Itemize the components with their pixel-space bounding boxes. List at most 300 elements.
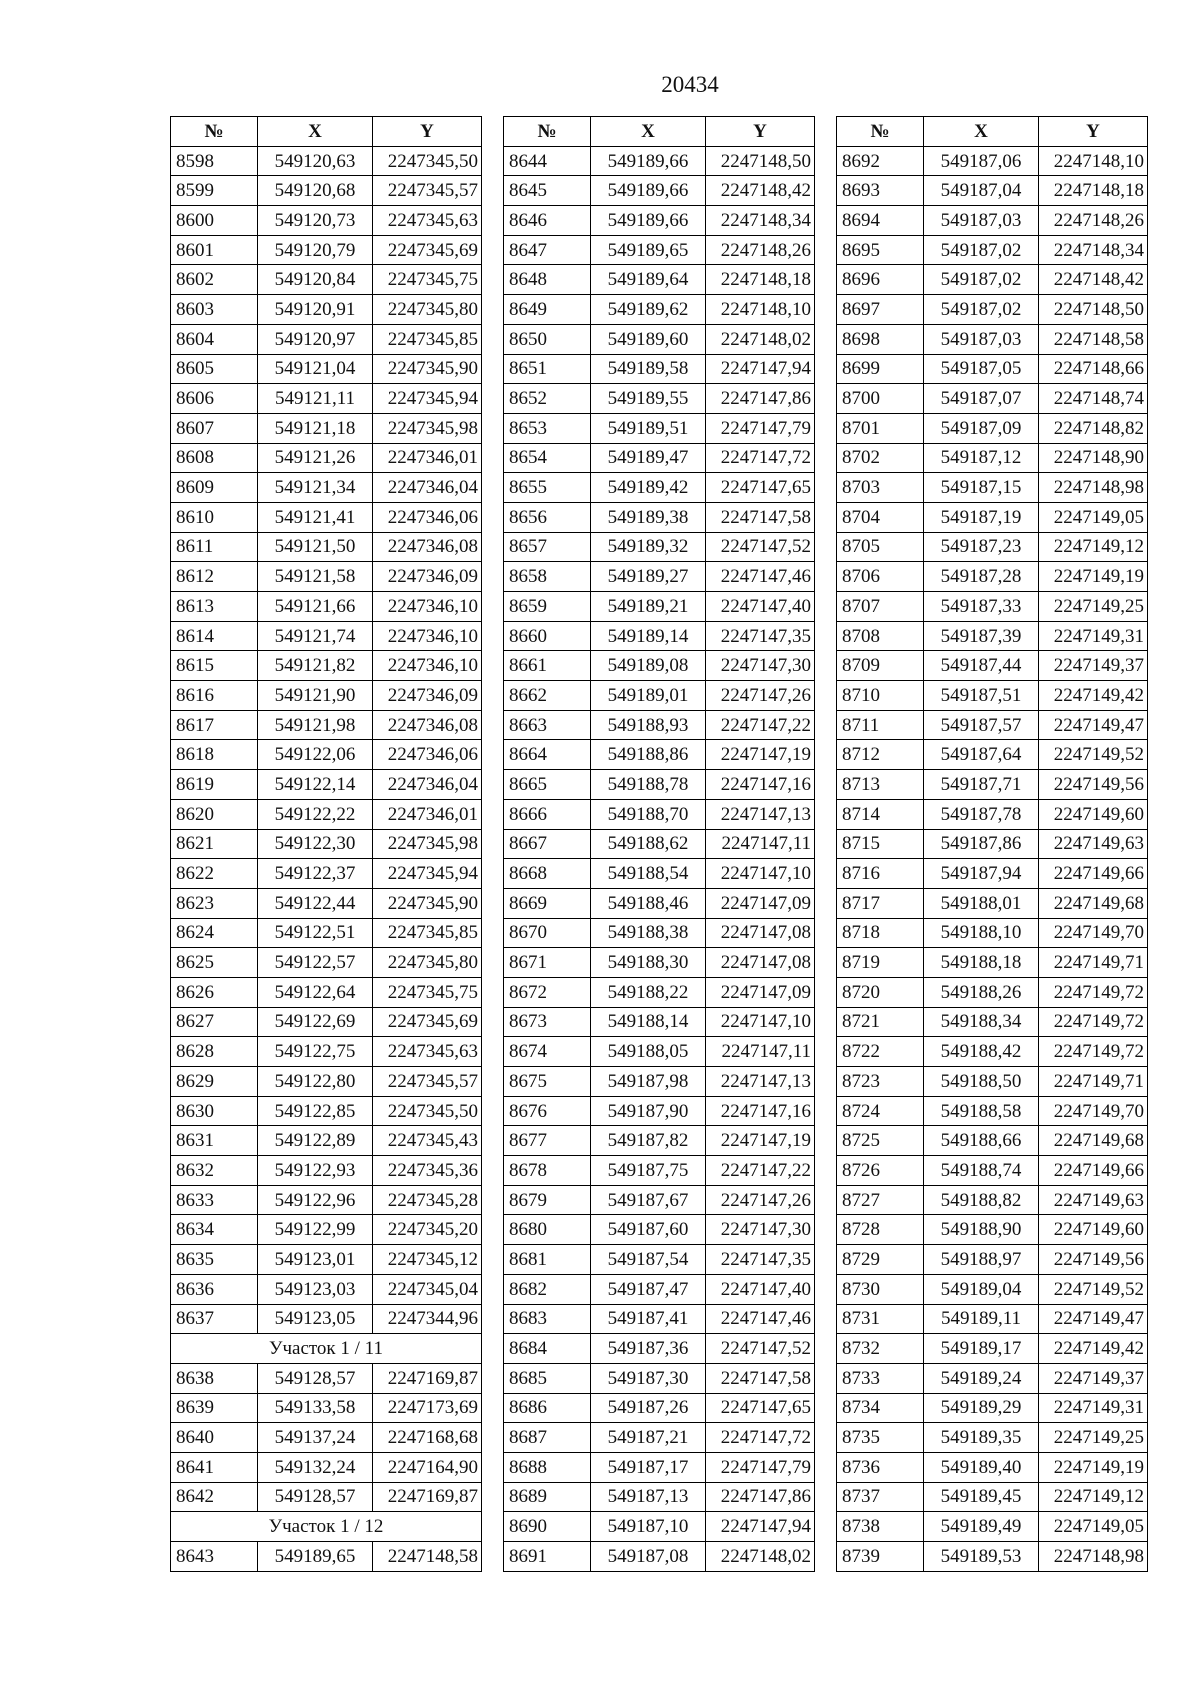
point-number: 8632	[171, 1156, 258, 1186]
x-coordinate: 549187,02	[924, 235, 1039, 265]
x-coordinate: 549187,30	[591, 1363, 706, 1393]
y-coordinate: 2247147,46	[706, 1304, 815, 1334]
point-number: 8689	[504, 1482, 591, 1512]
point-number: 8739	[837, 1542, 924, 1572]
point-number: 8618	[171, 740, 258, 770]
x-coordinate: 549188,78	[591, 770, 706, 800]
x-coordinate: 549187,39	[924, 621, 1039, 651]
point-number: 8617	[171, 710, 258, 740]
y-coordinate: 2247345,94	[373, 859, 482, 889]
table-row	[504, 1007, 815, 1037]
point-number: 8718	[837, 918, 924, 948]
x-coordinate: 549188,10	[924, 918, 1039, 948]
x-coordinate: 549187,05	[924, 354, 1039, 384]
y-coordinate: 2247149,25	[1039, 592, 1148, 622]
x-coordinate: 549187,44	[924, 651, 1039, 681]
x-coordinate: 549189,04	[924, 1274, 1039, 1304]
table-row	[504, 324, 815, 354]
y-coordinate: 2247147,72	[706, 1423, 815, 1453]
point-number: 8656	[504, 502, 591, 532]
point-number: 8649	[504, 295, 591, 325]
x-coordinate: 549188,30	[591, 948, 706, 978]
point-number: 8686	[504, 1393, 591, 1423]
y-coordinate: 2247149,37	[1039, 1363, 1148, 1393]
point-number: 8645	[504, 176, 591, 206]
y-coordinate: 2247168,68	[373, 1423, 482, 1453]
y-coordinate: 2247147,65	[706, 473, 815, 503]
y-coordinate: 2247345,69	[373, 235, 482, 265]
y-coordinate: 2247148,50	[706, 146, 815, 176]
y-coordinate: 2247147,52	[706, 532, 815, 562]
page-number: 20434	[661, 72, 719, 97]
point-number: 8633	[171, 1185, 258, 1215]
y-coordinate: 2247147,30	[706, 1215, 815, 1245]
x-coordinate: 549120,84	[258, 265, 373, 295]
y-coordinate: 2247346,04	[373, 770, 482, 800]
x-coordinate: 549122,06	[258, 740, 373, 770]
table-row	[171, 888, 482, 918]
table-row	[837, 710, 1148, 740]
table-row	[504, 621, 815, 651]
y-coordinate: 2247346,01	[373, 443, 482, 473]
point-number: 8683	[504, 1304, 591, 1334]
table-row	[504, 1037, 815, 1067]
x-coordinate: 549122,51	[258, 918, 373, 948]
table-row	[504, 1156, 815, 1186]
table-row	[837, 1037, 1148, 1067]
x-coordinate: 549187,26	[591, 1393, 706, 1423]
x-coordinate: 549121,90	[258, 681, 373, 711]
y-coordinate: 2247344,96	[373, 1304, 482, 1334]
y-coordinate: 2247147,72	[706, 443, 815, 473]
y-coordinate: 2247147,09	[706, 888, 815, 918]
x-coordinate: 549121,18	[258, 413, 373, 443]
point-number: 8672	[504, 977, 591, 1007]
point-number: 8708	[837, 621, 924, 651]
point-number: 8650	[504, 324, 591, 354]
table-row	[837, 1304, 1148, 1334]
y-coordinate: 2247149,31	[1039, 1393, 1148, 1423]
table-row	[837, 1156, 1148, 1186]
point-number: 8647	[504, 235, 591, 265]
section-label: Участок 1 / 12	[171, 1512, 482, 1542]
y-coordinate: 2247149,52	[1039, 1274, 1148, 1304]
x-coordinate: 549187,03	[924, 324, 1039, 354]
y-coordinate: 2247345,36	[373, 1156, 482, 1186]
x-coordinate: 549187,75	[591, 1156, 706, 1186]
point-number: 8667	[504, 829, 591, 859]
y-coordinate: 2247149,70	[1039, 918, 1148, 948]
point-number: 8602	[171, 265, 258, 295]
x-coordinate: 549189,29	[924, 1393, 1039, 1423]
point-number: 8608	[171, 443, 258, 473]
point-number: 8737	[837, 1482, 924, 1512]
point-number: 8659	[504, 592, 591, 622]
x-coordinate: 549187,10	[591, 1512, 706, 1542]
point-number: 8638	[171, 1363, 258, 1393]
point-number: 8662	[504, 681, 591, 711]
x-coordinate: 549188,26	[924, 977, 1039, 1007]
y-coordinate: 2247149,70	[1039, 1096, 1148, 1126]
table-row	[504, 502, 815, 532]
point-number: 8690	[504, 1512, 591, 1542]
table-row	[837, 1423, 1148, 1453]
x-coordinate: 549189,53	[924, 1542, 1039, 1572]
point-number: 8622	[171, 859, 258, 889]
x-coordinate: 549132,24	[258, 1452, 373, 1482]
table-header-row	[837, 117, 1148, 147]
point-number: 8685	[504, 1363, 591, 1393]
x-coordinate: 549121,82	[258, 651, 373, 681]
y-coordinate: 2247345,50	[373, 1096, 482, 1126]
y-coordinate: 2247149,19	[1039, 1452, 1148, 1482]
x-coordinate: 549133,58	[258, 1393, 373, 1423]
y-coordinate: 2247147,94	[706, 354, 815, 384]
y-coordinate: 2247148,90	[1039, 443, 1148, 473]
table-row	[171, 473, 482, 503]
y-coordinate: 2247147,86	[706, 1482, 815, 1512]
point-number: 8655	[504, 473, 591, 503]
table-row	[837, 532, 1148, 562]
table-row	[171, 918, 482, 948]
table-row	[837, 235, 1148, 265]
point-number: 8716	[837, 859, 924, 889]
table-row	[837, 502, 1148, 532]
x-coordinate: 549128,57	[258, 1482, 373, 1512]
point-number: 8714	[837, 799, 924, 829]
point-number: 8677	[504, 1126, 591, 1156]
y-coordinate: 2247149,56	[1039, 770, 1148, 800]
point-number: 8612	[171, 562, 258, 592]
point-number: 8658	[504, 562, 591, 592]
table-row	[837, 948, 1148, 978]
point-number: 8670	[504, 918, 591, 948]
point-number: 8609	[171, 473, 258, 503]
y-coordinate: 2247345,80	[373, 295, 482, 325]
point-number: 8680	[504, 1215, 591, 1245]
table-row	[504, 1423, 815, 1453]
table-row	[171, 799, 482, 829]
table-row	[171, 235, 482, 265]
point-number: 8651	[504, 354, 591, 384]
x-coordinate: 549189,65	[591, 235, 706, 265]
y-coordinate: 2247147,22	[706, 710, 815, 740]
y-coordinate: 2247149,71	[1039, 948, 1148, 978]
point-number: 8700	[837, 384, 924, 414]
y-coordinate: 2247149,42	[1039, 1334, 1148, 1364]
point-number: 8682	[504, 1274, 591, 1304]
point-number: 8654	[504, 443, 591, 473]
x-coordinate: 549188,97	[924, 1245, 1039, 1275]
point-number: 8615	[171, 651, 258, 681]
header-number: №	[837, 117, 924, 147]
y-coordinate: 2247148,26	[706, 235, 815, 265]
y-coordinate: 2247148,98	[1039, 1542, 1148, 1572]
point-number: 8614	[171, 621, 258, 651]
y-coordinate: 2247169,87	[373, 1363, 482, 1393]
point-number: 8722	[837, 1037, 924, 1067]
table-row	[504, 1542, 815, 1572]
section-row	[171, 1334, 482, 1364]
point-number: 8725	[837, 1126, 924, 1156]
y-coordinate: 2247345,90	[373, 888, 482, 918]
x-coordinate: 549189,11	[924, 1304, 1039, 1334]
x-coordinate: 549188,82	[924, 1185, 1039, 1215]
header-x: X	[258, 117, 373, 147]
point-number: 8664	[504, 740, 591, 770]
point-number: 8648	[504, 265, 591, 295]
table-row	[171, 1096, 482, 1126]
point-number: 8691	[504, 1542, 591, 1572]
x-coordinate: 549187,04	[924, 176, 1039, 206]
x-coordinate: 549187,82	[591, 1126, 706, 1156]
header-y: Y	[706, 117, 815, 147]
table-row	[504, 1482, 815, 1512]
y-coordinate: 2247148,74	[1039, 384, 1148, 414]
x-coordinate: 549188,90	[924, 1215, 1039, 1245]
table-row	[171, 295, 482, 325]
x-coordinate: 549137,24	[258, 1423, 373, 1453]
table-row	[171, 1037, 482, 1067]
header-number: №	[504, 117, 591, 147]
point-number: 8639	[171, 1393, 258, 1423]
point-number: 8728	[837, 1215, 924, 1245]
x-coordinate: 549188,34	[924, 1007, 1039, 1037]
y-coordinate: 2247148,58	[1039, 324, 1148, 354]
x-coordinate: 549188,70	[591, 799, 706, 829]
section-label: Участок 1 / 11	[171, 1334, 482, 1364]
point-number: 8629	[171, 1067, 258, 1097]
table-row	[504, 473, 815, 503]
x-coordinate: 549122,30	[258, 829, 373, 859]
y-coordinate: 2247148,02	[706, 1542, 815, 1572]
table-row	[171, 1423, 482, 1453]
y-coordinate: 2247147,46	[706, 562, 815, 592]
x-coordinate: 549187,08	[591, 1542, 706, 1572]
table-row	[837, 681, 1148, 711]
table-row	[504, 265, 815, 295]
y-coordinate: 2247147,11	[706, 829, 815, 859]
point-number: 8684	[504, 1334, 591, 1364]
table-row	[171, 621, 482, 651]
table-row	[171, 1185, 482, 1215]
y-coordinate: 2247346,01	[373, 799, 482, 829]
x-coordinate: 549121,11	[258, 384, 373, 414]
point-number: 8705	[837, 532, 924, 562]
table-row	[504, 1067, 815, 1097]
y-coordinate: 2247346,04	[373, 473, 482, 503]
x-coordinate: 549187,41	[591, 1304, 706, 1334]
point-number: 8738	[837, 1512, 924, 1542]
header-y: Y	[1039, 117, 1148, 147]
y-coordinate: 2247147,22	[706, 1156, 815, 1186]
x-coordinate: 549188,93	[591, 710, 706, 740]
point-number: 8653	[504, 413, 591, 443]
y-coordinate: 2247164,90	[373, 1452, 482, 1482]
y-coordinate: 2247345,04	[373, 1274, 482, 1304]
table-row	[504, 1363, 815, 1393]
y-coordinate: 2247149,66	[1039, 1156, 1148, 1186]
table-row	[504, 592, 815, 622]
point-number: 8661	[504, 651, 591, 681]
table-row	[504, 1215, 815, 1245]
x-coordinate: 549188,42	[924, 1037, 1039, 1067]
x-coordinate: 549187,12	[924, 443, 1039, 473]
y-coordinate: 2247149,63	[1039, 1185, 1148, 1215]
table-row	[171, 532, 482, 562]
coordinates-table-left	[170, 116, 482, 1572]
header-x: X	[924, 117, 1039, 147]
x-coordinate: 549120,68	[258, 176, 373, 206]
y-coordinate: 2247148,42	[1039, 265, 1148, 295]
table-row	[837, 829, 1148, 859]
y-coordinate: 2247345,50	[373, 146, 482, 176]
x-coordinate: 549122,89	[258, 1126, 373, 1156]
point-number: 8627	[171, 1007, 258, 1037]
point-number: 8697	[837, 295, 924, 325]
y-coordinate: 2247148,42	[706, 176, 815, 206]
y-coordinate: 2247147,16	[706, 770, 815, 800]
table-row	[504, 1393, 815, 1423]
x-coordinate: 549187,21	[591, 1423, 706, 1453]
point-number: 8613	[171, 592, 258, 622]
table-row	[504, 740, 815, 770]
y-coordinate: 2247149,31	[1039, 621, 1148, 651]
y-coordinate: 2247149,05	[1039, 502, 1148, 532]
x-coordinate: 549187,36	[591, 1334, 706, 1364]
table-row	[171, 1542, 482, 1572]
x-coordinate: 549188,58	[924, 1096, 1039, 1126]
table-row	[171, 829, 482, 859]
y-coordinate: 2247147,65	[706, 1393, 815, 1423]
point-number: 8687	[504, 1423, 591, 1453]
point-number: 8695	[837, 235, 924, 265]
table-row	[837, 1274, 1148, 1304]
coordinates-table-middle	[503, 116, 815, 1572]
x-coordinate: 549189,66	[591, 176, 706, 206]
point-number: 8674	[504, 1037, 591, 1067]
y-coordinate: 2247149,72	[1039, 977, 1148, 1007]
y-coordinate: 2247149,47	[1039, 1304, 1148, 1334]
table-row	[171, 592, 482, 622]
header-number: №	[171, 117, 258, 147]
table-row	[837, 592, 1148, 622]
x-coordinate: 549187,86	[924, 829, 1039, 859]
table-row	[504, 235, 815, 265]
point-number: 8719	[837, 948, 924, 978]
section-row	[171, 1512, 482, 1542]
x-coordinate: 549189,01	[591, 681, 706, 711]
point-number: 8717	[837, 888, 924, 918]
point-number: 8730	[837, 1274, 924, 1304]
x-coordinate: 549122,64	[258, 977, 373, 1007]
point-number: 8644	[504, 146, 591, 176]
y-coordinate: 2247345,94	[373, 384, 482, 414]
table-row	[171, 1007, 482, 1037]
x-coordinate: 549187,33	[924, 592, 1039, 622]
table-row	[504, 888, 815, 918]
y-coordinate: 2247149,12	[1039, 1482, 1148, 1512]
x-coordinate: 549187,03	[924, 206, 1039, 236]
table-row	[837, 1393, 1148, 1423]
coordinates-table-right	[836, 116, 1148, 1572]
table-row	[837, 859, 1148, 889]
table-row	[171, 443, 482, 473]
table-row	[504, 681, 815, 711]
point-number: 8631	[171, 1126, 258, 1156]
y-coordinate: 2247147,13	[706, 1067, 815, 1097]
x-coordinate: 549120,91	[258, 295, 373, 325]
table-row	[837, 473, 1148, 503]
table-row	[837, 443, 1148, 473]
x-coordinate: 549188,74	[924, 1156, 1039, 1186]
point-number: 8675	[504, 1067, 591, 1097]
table-row	[171, 562, 482, 592]
table-row	[837, 562, 1148, 592]
x-coordinate: 549122,22	[258, 799, 373, 829]
y-coordinate: 2247147,40	[706, 592, 815, 622]
y-coordinate: 2247147,09	[706, 977, 815, 1007]
y-coordinate: 2247345,12	[373, 1245, 482, 1275]
x-coordinate: 549187,60	[591, 1215, 706, 1245]
y-coordinate: 2247346,08	[373, 532, 482, 562]
table-row	[171, 1245, 482, 1275]
table-row	[504, 799, 815, 829]
point-number: 8630	[171, 1096, 258, 1126]
table-row	[171, 354, 482, 384]
point-number: 8619	[171, 770, 258, 800]
x-coordinate: 549189,27	[591, 562, 706, 592]
table-row	[171, 1393, 482, 1423]
table-row	[837, 1245, 1148, 1275]
table-row	[171, 1215, 482, 1245]
point-number: 8729	[837, 1245, 924, 1275]
table-row	[171, 1304, 482, 1334]
table-row	[504, 532, 815, 562]
table-row	[504, 1245, 815, 1275]
x-coordinate: 549187,71	[924, 770, 1039, 800]
x-coordinate: 549122,99	[258, 1215, 373, 1245]
table-row	[171, 859, 482, 889]
y-coordinate: 2247148,58	[373, 1542, 482, 1572]
x-coordinate: 549188,05	[591, 1037, 706, 1067]
y-coordinate: 2247345,63	[373, 1037, 482, 1067]
y-coordinate: 2247147,35	[706, 621, 815, 651]
point-number: 8707	[837, 592, 924, 622]
point-number: 8610	[171, 502, 258, 532]
point-number: 8731	[837, 1304, 924, 1334]
table-row	[837, 324, 1148, 354]
table-row	[504, 413, 815, 443]
table-row	[504, 1126, 815, 1156]
point-number: 8681	[504, 1245, 591, 1275]
x-coordinate: 549189,47	[591, 443, 706, 473]
y-coordinate: 2247149,66	[1039, 859, 1148, 889]
x-coordinate: 549187,94	[924, 859, 1039, 889]
y-coordinate: 2247148,10	[706, 295, 815, 325]
y-coordinate: 2247147,35	[706, 1245, 815, 1275]
x-coordinate: 549187,51	[924, 681, 1039, 711]
y-coordinate: 2247149,72	[1039, 1037, 1148, 1067]
y-coordinate: 2247149,68	[1039, 1126, 1148, 1156]
y-coordinate: 2247147,19	[706, 740, 815, 770]
y-coordinate: 2247345,98	[373, 829, 482, 859]
x-coordinate: 549187,07	[924, 384, 1039, 414]
x-coordinate: 549188,01	[924, 888, 1039, 918]
x-coordinate: 549188,50	[924, 1067, 1039, 1097]
table-row	[171, 413, 482, 443]
x-coordinate: 549122,69	[258, 1007, 373, 1037]
